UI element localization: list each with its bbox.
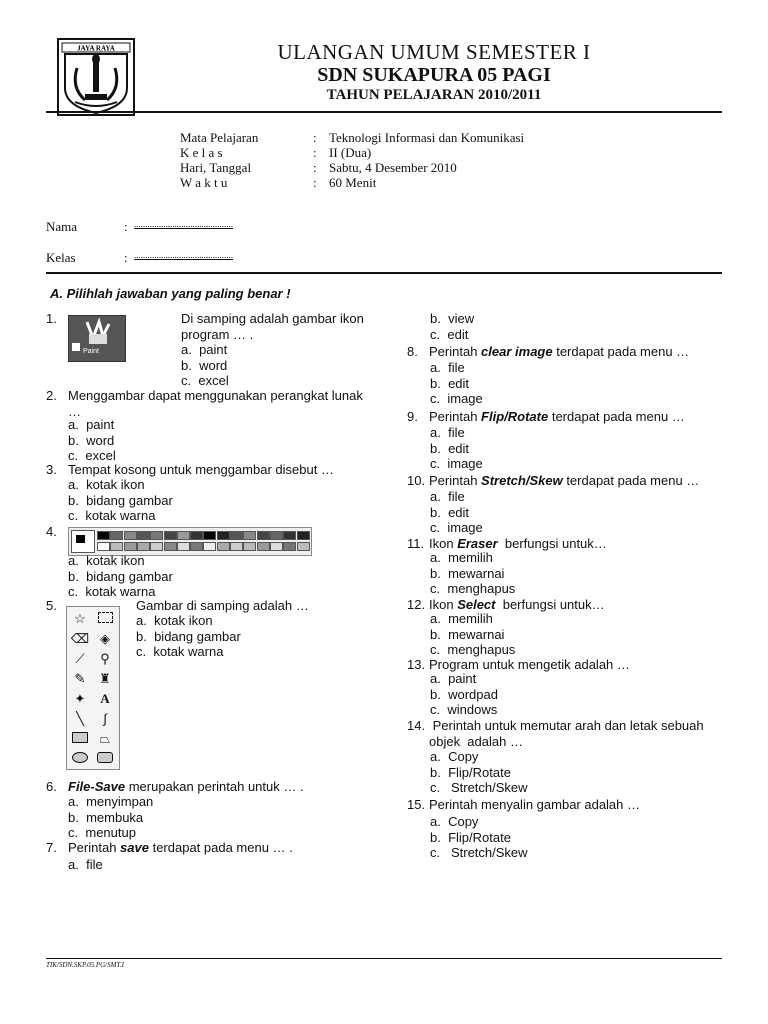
q5-text: Gambar di samping adalah …	[136, 598, 309, 613]
palette-swatch	[164, 542, 177, 551]
palette-swatch	[177, 542, 190, 551]
magnifier-icon: ⚲	[100, 651, 110, 666]
palette-swatch	[297, 542, 310, 551]
q2-number: 2.	[46, 388, 57, 403]
palette-swatch	[230, 542, 243, 551]
q14-options: a. Copy b. Flip/Rotate c. Stretch/Skew	[430, 749, 528, 795]
q2-text: Menggambar dapat menggunakan perangkat lunak …	[68, 388, 363, 419]
q9-number: 9.	[407, 409, 418, 424]
palette-swatch	[164, 531, 177, 540]
palette-swatch	[137, 542, 150, 551]
q10-number: 10.	[407, 473, 426, 488]
palette-swatch	[97, 531, 110, 540]
q8-options: a. file b. edit c. image	[430, 360, 483, 406]
q8-number: 8.	[407, 344, 418, 359]
q6-options: a. menyimpan b. membuka c. menutup	[68, 794, 154, 840]
logo-text: JAYA RAYA	[77, 44, 115, 53]
palette-swatch	[137, 531, 150, 540]
airbrush-icon: ✦	[74, 691, 86, 706]
q12-number: 12.	[407, 597, 426, 612]
palette-swatch	[190, 531, 203, 540]
palette-swatch	[283, 531, 296, 540]
q4-number: 4.	[46, 524, 57, 539]
palette-swatch	[270, 531, 283, 540]
color-palette	[68, 527, 312, 556]
palette-swatch	[270, 542, 283, 551]
palette-swatch	[203, 542, 216, 551]
q13-number: 13.	[407, 657, 426, 672]
q15-options: a. Copy b. Flip/Rotate c. Stretch/Skew	[430, 814, 528, 860]
name-label: Nama	[46, 219, 78, 234]
polygon-icon: ⏢	[99, 731, 111, 746]
rectangle-icon	[68, 729, 92, 749]
q5-number: 5.	[46, 598, 57, 613]
q10-options: a. file b. edit c. image	[430, 489, 483, 535]
fill-icon: ◈	[100, 631, 110, 646]
q3-number: 3.	[46, 462, 57, 477]
palette-swatch	[217, 542, 230, 551]
q8-text: Perintah clear image terdapat pada menu …	[429, 344, 690, 359]
q12-text: Ikon Select berfungsi untuk…	[429, 597, 605, 612]
class-label: Kelas	[46, 250, 76, 265]
footer-divider	[46, 958, 722, 959]
q7-number: 7.	[46, 840, 57, 855]
palette-swatch	[297, 531, 310, 540]
q7-text: Perintah save terdapat pada menu … .	[68, 840, 293, 855]
q1-number: 1.	[46, 311, 57, 326]
palette-swatch	[203, 531, 216, 540]
q9-options: a. file b. edit c. image	[430, 425, 483, 471]
palette-swatch	[110, 542, 123, 551]
palette-swatch	[150, 542, 163, 551]
q12-options: a. memilih b. mewarnai c. menghapus	[430, 611, 516, 657]
section-divider	[46, 272, 722, 274]
palette-swatch	[257, 542, 270, 551]
q2-options: a. paint b. word c. excel	[68, 417, 116, 463]
name-field[interactable]: ............................................	[134, 219, 233, 229]
palette-swatch	[283, 542, 296, 551]
paint-icon	[68, 315, 126, 362]
palette-swatch	[243, 542, 256, 551]
q4-options: a. kotak ikon b. bidang gambar c. kotak warna	[68, 553, 173, 599]
academic-year: TAHUN PELAJARAN 2010/2011	[326, 87, 542, 103]
q1-text: Di samping adalah gambar ikon program … .	[181, 311, 364, 342]
q3-text: Tempat kosong untuk menggambar disebut …	[68, 462, 334, 477]
section-instruction: A. Pilihlah jawaban yang paling benar !	[50, 286, 291, 301]
q10-text: Perintah Stretch/Skew terdapat pada menu …	[429, 473, 700, 488]
palette-swatch	[230, 531, 243, 540]
pick-color-icon: ⟋	[75, 651, 85, 666]
palette-swatch	[257, 531, 270, 540]
q13-text: Program untuk mengetik adalah …	[429, 657, 630, 672]
palette-swatch	[177, 531, 190, 540]
palette-swatch	[243, 531, 256, 540]
q9-text: Perintah Flip/Rotate terdapat pada menu …	[429, 409, 685, 424]
palette-swatch	[97, 542, 110, 551]
palette-swatch	[217, 531, 230, 540]
q15-text: Perintah menyalin gambar adalah …	[429, 797, 641, 812]
brush-icon: ♜	[99, 671, 111, 686]
q7-options-continued: b. view c. edit	[430, 311, 475, 342]
q7-option-a: a. file	[68, 857, 103, 872]
q1-options: a. paint b. word c. excel	[181, 342, 229, 388]
exam-title: ULANGAN UMUM SEMESTER I	[277, 40, 591, 64]
q11-text: Ikon Eraser berfungsi untuk…	[429, 536, 607, 551]
palette-swatch	[124, 542, 137, 551]
palette-swatch	[150, 531, 163, 540]
school-name: SDN SUKAPURA 05 PAGI	[317, 64, 551, 86]
q6-number: 6.	[46, 779, 57, 794]
ellipse-icon	[68, 749, 92, 769]
q14-text: Perintah untuk memutar arah dan letak sebuah objek adalah …	[429, 718, 708, 749]
class-field[interactable]: ............................................	[134, 250, 233, 260]
header-divider	[46, 111, 722, 113]
exam-info: Mata Pelajaran : Teknologi Informasi dan Komunikasi K e l a s : II (Dua) Hari, Tanggal : Sabtu, 4 Desember 2010 W a k t u : 60 Menit	[180, 130, 525, 190]
pencil-icon: ✎	[74, 671, 86, 686]
q11-options: a. memilih b. mewarnai c. menghapus	[430, 550, 516, 596]
q14-number: 14.	[407, 718, 426, 733]
toolbox	[66, 606, 120, 770]
eraser-icon: ⌫	[70, 631, 90, 646]
select-icon	[93, 609, 117, 629]
curve-icon: ∫	[103, 711, 107, 726]
paint-icon-label: Paint	[83, 348, 99, 355]
q15-number: 15.	[407, 797, 426, 812]
text-icon: A	[100, 691, 110, 706]
current-colors-box	[71, 530, 95, 553]
free-select-icon: ☆	[74, 611, 86, 626]
footer-code: TIK/SDN.SKP.05.PG/SMT.I	[46, 961, 124, 969]
palette-swatch	[110, 531, 123, 540]
q3-options: a. kotak ikon b. bidang gambar c. kotak warna	[68, 477, 173, 523]
line-icon: ╲	[76, 711, 84, 726]
q6-text: File-Save merupakan perintah untuk … .	[68, 779, 304, 794]
rounded-rect-icon	[93, 749, 117, 769]
palette-swatch	[124, 531, 137, 540]
q11-number: 11.	[407, 536, 425, 551]
q5-options: a. kotak ikon b. bidang gambar c. kotak warna	[136, 613, 241, 659]
q13-options: a. paint b. wordpad c. windows	[430, 671, 498, 717]
palette-swatch	[190, 542, 203, 551]
